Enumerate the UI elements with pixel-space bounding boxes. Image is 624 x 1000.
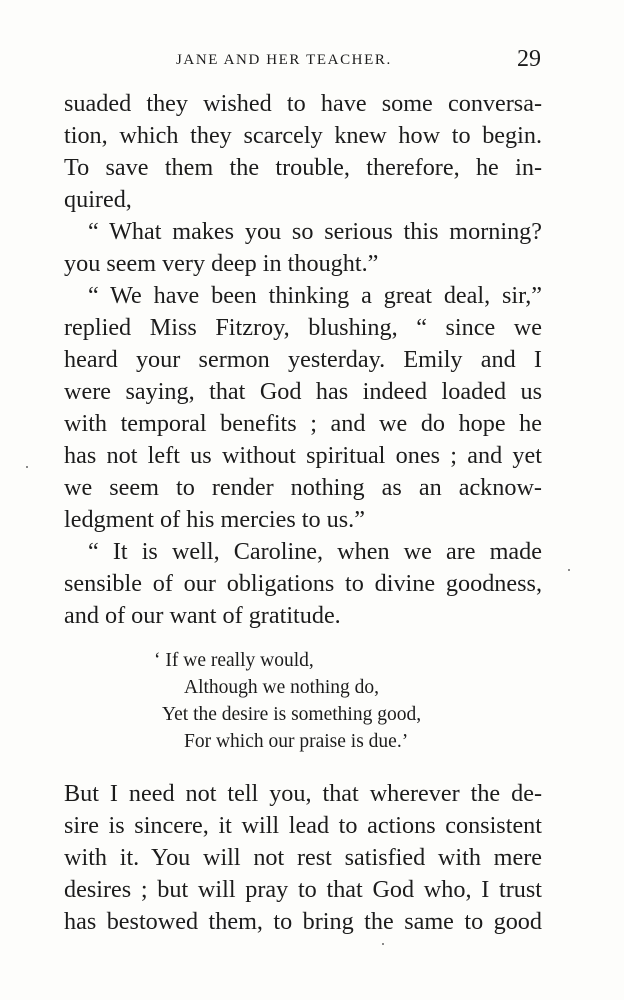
text-line: suaded they wished to have some conversa- [64, 90, 542, 117]
text-line: desires ; but will pray to that God who, I trust [64, 876, 542, 903]
text-line: were saying, that God has indeed loaded us [64, 378, 542, 405]
text-line: heard your sermon yesterday. Emily and I [64, 346, 542, 373]
text-line: sire is sincere, it will lead to actions consistent [64, 812, 542, 839]
verse-line: Yet the desire is something good, [162, 704, 422, 725]
paper-speck [26, 466, 28, 468]
text-line: “ We have been thinking a great deal, sir,” [88, 282, 542, 309]
page-number: 29 [517, 46, 541, 72]
text-line: with temporal benefits ; and we do hope he [64, 410, 542, 437]
verse-line: ‘ If we really would, [154, 650, 314, 671]
text-line: with it. You will not rest satisfied with mere [64, 844, 542, 871]
text-line: But I need not tell you, that wherever the de- [64, 780, 542, 807]
text-line: “ What makes you so serious this morning? [88, 218, 542, 245]
text-line: has not left us without spiritual ones ; and yet [64, 442, 542, 469]
verse-line: Although we nothing do, [184, 677, 379, 698]
verse-line: For which our praise is due.’ [184, 731, 409, 752]
text-line: To save them the trouble, therefore, he in- [64, 154, 542, 181]
text-line: you seem very deep in thought.” [64, 250, 379, 277]
text-line: tion, which they scarcely knew how to begin. [64, 122, 542, 149]
text-line: replied Miss Fitzroy, blushing, “ since we [64, 314, 542, 341]
text-line: “ It is well, Caroline, when we are made [88, 538, 542, 565]
text-line: sensible of our obligations to divine goodness, [64, 570, 542, 597]
text-line: quired, [64, 186, 132, 213]
text-line: we seem to render nothing as an acknow- [64, 474, 542, 501]
text-line: ledgment of his mercies to us.” [64, 506, 365, 533]
text-line: has bestowed them, to bring the same to good [64, 908, 542, 935]
running-title: JANE AND HER TEACHER. [176, 52, 392, 68]
paper-speck [568, 569, 570, 571]
paper-speck [382, 943, 384, 945]
text-line: and of our want of gratitude. [64, 602, 341, 629]
